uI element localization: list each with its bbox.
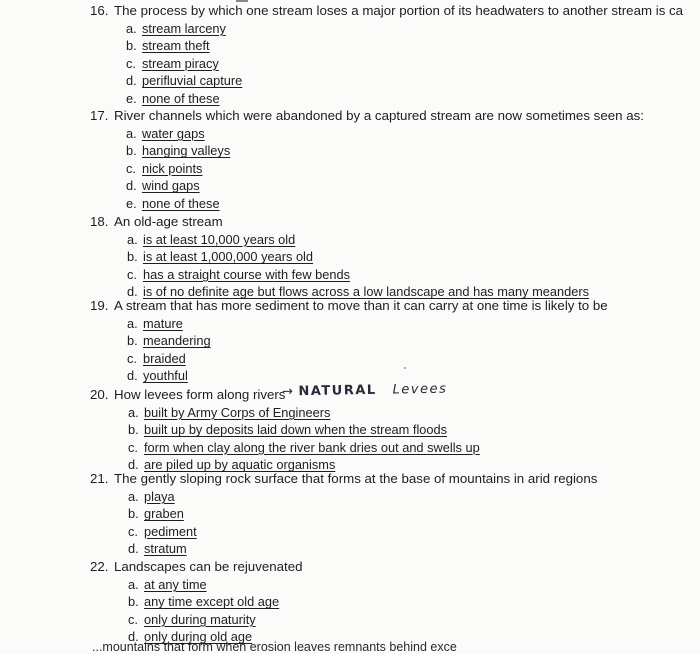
- option-text: built up by deposits laid down when the stream floods: [144, 422, 448, 438]
- question-22: [90, 559, 303, 575]
- option-text: playa: [144, 489, 175, 504]
- answer-option: [128, 577, 207, 593]
- option-text: is of no definite age but flows across a low landscape and has many meanders: [143, 284, 590, 300]
- cut-off-text: ...mountains that form when erosion leaves remnants behind exce: [92, 640, 457, 654]
- answer-option: [126, 38, 210, 54]
- answer-option: [126, 143, 230, 159]
- option-text: stream theft: [142, 38, 210, 54]
- option-text: has a straight course with few bends: [143, 266, 350, 282]
- option-text: is at least 1,000,000 years old: [143, 249, 314, 265]
- question-number: 18.: [90, 214, 109, 229]
- option-letter: e.: [126, 195, 137, 211]
- answer-option: [126, 21, 226, 37]
- option-text: perifluvial capture: [142, 73, 243, 89]
- question-text: The gently sloping rock surface that forms at the base of mountains in arid regions: [114, 471, 598, 486]
- option-letter: d.: [126, 73, 137, 89]
- option-letter: c.: [126, 160, 136, 176]
- option-text: are piled up by aquatic organisms: [144, 457, 336, 473]
- scan-speck: [404, 367, 406, 369]
- option-text: pediment: [144, 523, 197, 539]
- answer-option: [127, 249, 313, 265]
- answer-option: [128, 405, 330, 421]
- question-text: How levees form along rivers: [114, 387, 286, 402]
- option-text: built by Army Corps of Engineers: [144, 405, 331, 420]
- answer-option: [128, 612, 256, 628]
- answer-option: [128, 524, 197, 540]
- answer-option: [128, 506, 184, 522]
- option-text: stream larceny: [142, 21, 226, 36]
- answer-option: [127, 232, 295, 248]
- option-letter: e.: [126, 90, 137, 106]
- handwritten-note: [282, 382, 448, 400]
- option-letter: c.: [126, 55, 136, 71]
- option-letter: b.: [126, 143, 137, 159]
- question-19: [90, 298, 608, 314]
- option-letter: a.: [128, 577, 139, 592]
- option-letter: a.: [128, 405, 139, 420]
- question-text: An old-age stream: [114, 214, 223, 229]
- handwritten-word: NATURAL: [298, 382, 377, 400]
- answer-option: [126, 91, 220, 107]
- option-letter: d.: [128, 541, 139, 557]
- option-letter: c.: [128, 611, 138, 627]
- option-text: only during old age: [144, 629, 253, 645]
- answer-option: [126, 73, 242, 89]
- question-text: The process by which one stream loses a major portion of its headwaters to another stream is ca: [114, 3, 684, 18]
- answer-option: [126, 196, 220, 212]
- answer-option: [126, 178, 200, 194]
- option-text: youthful: [143, 368, 188, 384]
- answer-option: [127, 351, 186, 367]
- handwritten-word: Levees: [392, 381, 448, 398]
- option-text: stratum: [144, 541, 187, 557]
- answer-option: [128, 422, 447, 438]
- option-text: only during maturity: [144, 611, 256, 627]
- option-letter: a.: [127, 232, 138, 247]
- option-letter: a.: [128, 489, 139, 504]
- option-letter: b.: [128, 422, 139, 438]
- question-number: 16.: [90, 3, 109, 18]
- option-text: any time except old age: [144, 594, 280, 610]
- option-letter: c.: [128, 439, 138, 455]
- answer-option: [128, 541, 187, 557]
- question-number: 19.: [90, 298, 109, 313]
- question-text: A stream that has more sediment to move than it can carry at one time is likely to be: [114, 298, 608, 313]
- question-number: 20.: [90, 387, 109, 402]
- question-16: [90, 3, 683, 19]
- question-17: [90, 108, 644, 124]
- option-letter: d.: [128, 629, 139, 645]
- option-text: wind gaps: [142, 178, 200, 194]
- option-text: form when clay along the river bank dries out and swells up: [144, 439, 480, 455]
- option-letter: a.: [126, 21, 137, 36]
- scan-mark: [236, 0, 248, 2]
- option-text: meandering: [143, 333, 211, 349]
- option-text: hanging valleys: [142, 143, 231, 159]
- option-letter: c.: [127, 350, 137, 366]
- arrow-icon: →: [281, 384, 295, 400]
- answer-option: [128, 440, 480, 456]
- question-number: 21.: [90, 471, 109, 486]
- question-text: River channels which were abandoned by a captured stream are now sometimes seen as:: [114, 108, 644, 123]
- option-text: graben: [144, 506, 184, 522]
- option-letter: c.: [128, 523, 138, 539]
- question-text: Landscapes can be rejuvenated: [114, 559, 303, 574]
- option-text: at any time: [144, 577, 207, 592]
- option-letter: d.: [127, 368, 138, 384]
- answer-option: [127, 267, 350, 283]
- question-number: 17.: [90, 108, 109, 123]
- answer-option: [127, 333, 211, 349]
- question-18: [90, 214, 223, 230]
- option-letter: c.: [127, 266, 137, 282]
- question-20: [90, 387, 285, 403]
- option-letter: d.: [127, 284, 138, 300]
- option-letter: a.: [127, 316, 138, 331]
- answer-option: [126, 56, 219, 72]
- question-number: 22.: [90, 559, 109, 574]
- option-text: is at least 10,000 years old: [143, 232, 296, 247]
- answer-option: [127, 316, 183, 332]
- option-text: mature: [143, 316, 183, 331]
- option-text: none of these: [142, 90, 220, 106]
- answer-option: [128, 594, 279, 610]
- option-text: stream piracy: [142, 55, 219, 71]
- option-text: braided: [143, 350, 186, 366]
- option-text: none of these: [142, 195, 220, 211]
- option-letter: b.: [126, 38, 137, 54]
- option-letter: b.: [127, 249, 138, 265]
- answer-option: [126, 126, 205, 142]
- option-text: nick points: [142, 160, 203, 176]
- answer-option: [128, 489, 175, 505]
- option-letter: b.: [128, 594, 139, 610]
- option-letter: a.: [126, 126, 137, 141]
- option-letter: d.: [126, 178, 137, 194]
- option-letter: d.: [128, 457, 139, 473]
- option-text: water gaps: [142, 126, 205, 141]
- answer-option: [127, 368, 188, 384]
- option-letter: b.: [128, 506, 139, 522]
- question-21: [90, 471, 597, 487]
- option-letter: b.: [127, 333, 138, 349]
- answer-option: [126, 161, 202, 177]
